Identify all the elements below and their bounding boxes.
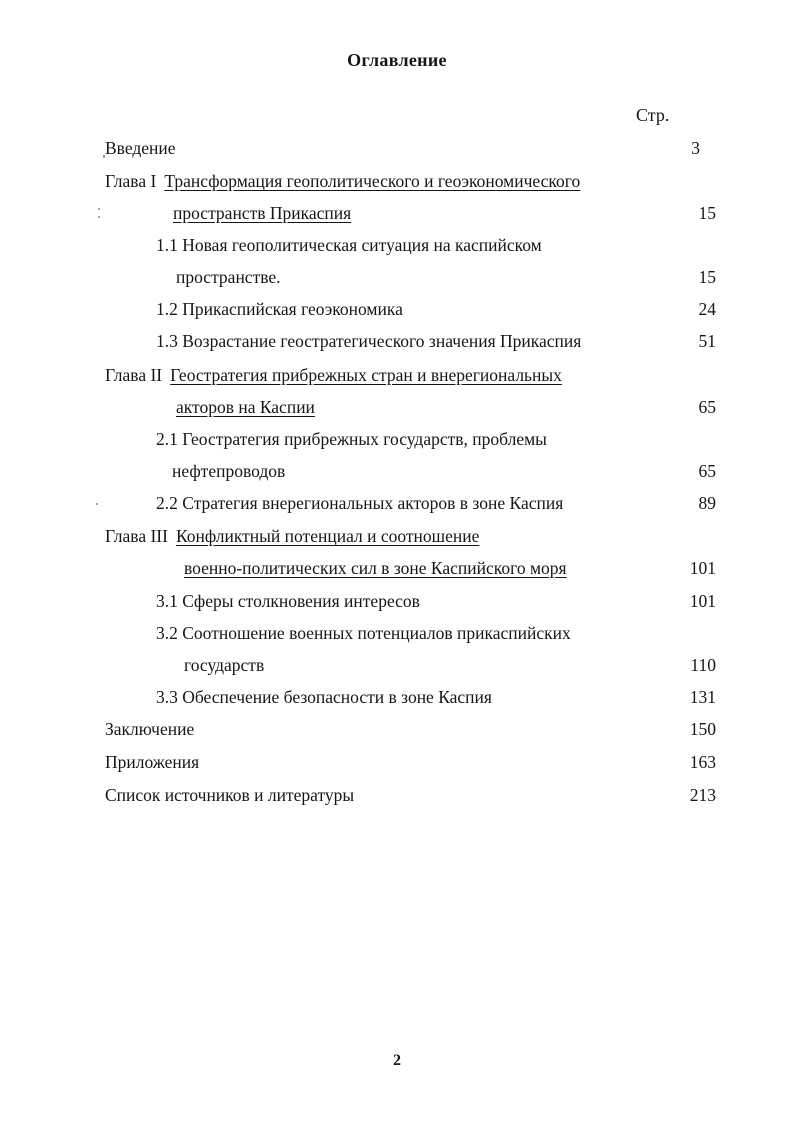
chapter-label: Глава I: [105, 171, 157, 191]
toc-entry-references: Список источников и литературы: [105, 785, 355, 805]
toc-section-2-2: 2.2 Стратегия внерегиональных акторов в зоне Каспия: [156, 493, 564, 513]
toc-chapter-2: [105, 364, 562, 386]
toc-section-cont: нефтепроводов: [172, 461, 286, 481]
chapter-title: Трансформация геополитического и геоэкономического: [164, 171, 581, 191]
toc-section-1-2: 1.2 Прикаспийская геоэкономика: [156, 299, 403, 319]
toc-page: 15: [698, 267, 716, 287]
toc-page: 65: [698, 397, 716, 417]
toc-page: 163: [689, 752, 716, 772]
toc-section-2-1: 2.1 Геостратегия прибрежных государств, проблемы: [156, 429, 547, 449]
scan-speck: [98, 208, 100, 210]
page-title: Оглавление: [347, 50, 447, 70]
toc-chapter-1: [105, 170, 580, 192]
scan-speck: [98, 216, 100, 218]
toc-section-3-2: 3.2 Соотношение военных потенциалов прикаспийских: [156, 623, 571, 643]
toc-section-3-1: 3.1 Сферы столкновения интересов: [156, 591, 420, 611]
toc-page: 24: [698, 299, 716, 319]
toc-entry-appendices: Приложения: [105, 752, 200, 772]
toc-page: 15: [698, 203, 716, 223]
chapter-title-cont: пространств Прикаспия: [173, 203, 352, 223]
chapter-title: Геостратегия прибрежных стран и внерегиональных: [170, 365, 562, 385]
toc-page: 3: [691, 138, 700, 158]
page-number: 2: [393, 1052, 401, 1069]
toc-section-1-3: 1.3 Возрастание геостратегического значения Прикаспия: [156, 331, 582, 351]
toc-section-1-1: 1.1 Новая геополитическая ситуация на каспийском: [156, 235, 542, 255]
scan-speck: [103, 155, 105, 158]
toc-page: 65: [698, 461, 716, 481]
toc-page: 51: [698, 331, 716, 351]
chapter-title-cont: акторов на Каспии: [176, 397, 315, 417]
toc-page: 101: [689, 591, 716, 611]
chapter-title-cont: военно-политических сил в зоне Каспийского моря: [184, 558, 567, 578]
toc-entry-introduction: Введение: [105, 138, 176, 158]
toc-section-cont: пространстве.: [176, 267, 281, 287]
chapter-label: Глава II: [105, 365, 163, 385]
chapter-label: Глава III: [105, 526, 168, 546]
toc-section-cont: государств: [184, 655, 265, 675]
scan-speck: [96, 503, 98, 505]
toc-page: 131: [689, 687, 716, 707]
page-column-label: Стр.: [636, 105, 670, 125]
toc-section-3-3: 3.3 Обеспечение безопасности в зоне Каспия: [156, 687, 492, 707]
toc-chapter-3: [105, 525, 479, 547]
toc-page: 89: [698, 493, 716, 513]
chapter-title: Конфликтный потенциал и соотношение: [175, 526, 480, 546]
toc-page: 150: [689, 719, 716, 739]
toc-page: 110: [690, 655, 716, 675]
toc-page: 213: [689, 785, 716, 805]
toc-entry-conclusion: Заключение: [105, 719, 195, 739]
toc-page: 101: [689, 558, 716, 578]
